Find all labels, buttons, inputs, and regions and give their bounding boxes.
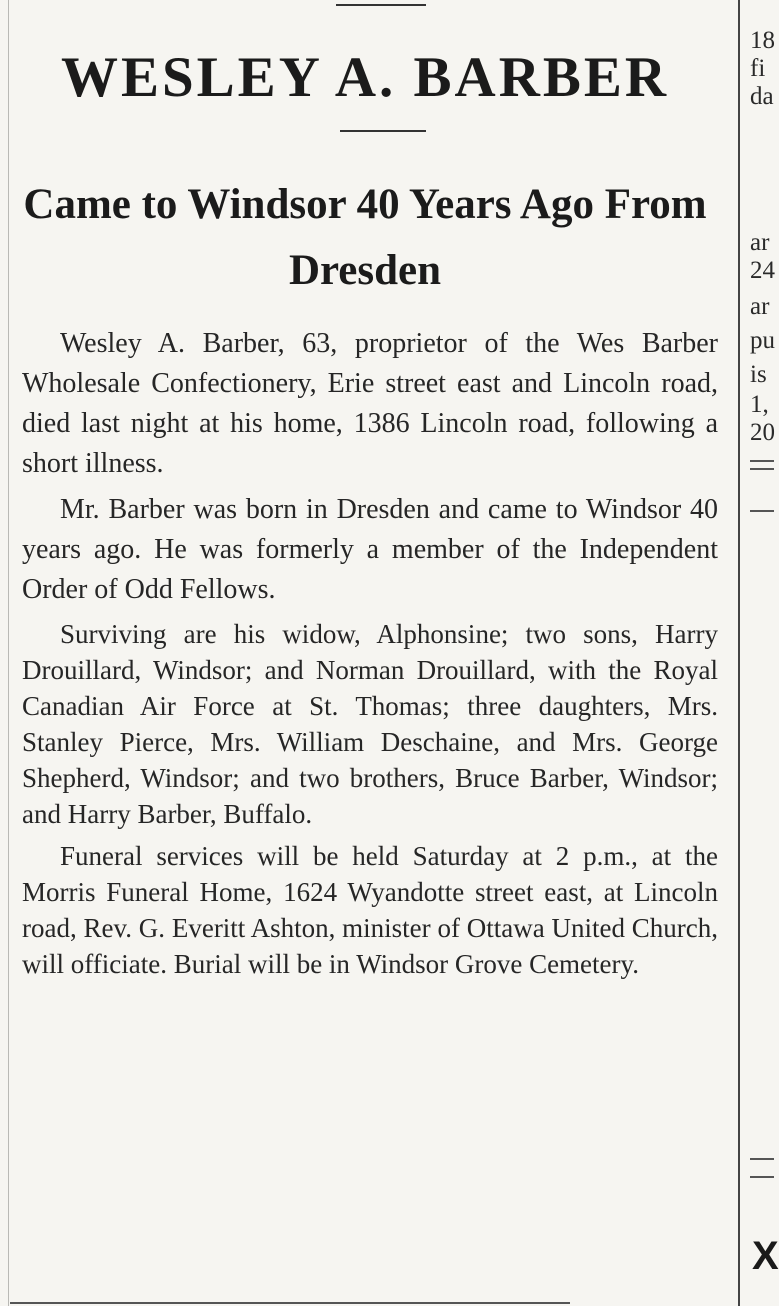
fragment-text: is [750, 361, 767, 388]
top-rule [336, 4, 426, 6]
paragraph: Wesley A. Barber, 63, proprietor of the Wes Barber Wholesale Confectionery, Erie street east and Lincoln road, died last night at his home, 1386 Lincoln road, following a short illness. [22, 328, 718, 479]
fragment-text: 20 [750, 419, 775, 446]
paragraph: Funeral services will be held Saturday at 2 p.m., at the Morris Funeral Home, 1624 Wyandotte street east, at Lincoln road, Rev. G. Everitt Ashton, minister of Ottawa United Church, will officiate. Burial will be in Windsor Grove Cemetery. [22, 841, 718, 979]
column-left-border [8, 0, 9, 1306]
fragment-rule [750, 460, 774, 462]
headline-rule [340, 130, 426, 132]
fragment-text: 18 [750, 27, 775, 54]
fragment-text: da [750, 83, 774, 110]
fragment-text: ar [750, 293, 770, 320]
article-headline: WESLEY A. BARBER [60, 46, 670, 109]
article-subheadline: Came to Windsor 40 Years Ago From Dresden [23, 181, 707, 294]
fragment-text: ar [750, 229, 770, 256]
column-divider [738, 0, 740, 1306]
paragraph: Mr. Barber was born in Dresden and came to Windsor 40 years ago. He was formerly a member of the Independent Order of Odd Fellows. [22, 494, 718, 605]
article-body [22, 324, 718, 988]
fragment-rule [750, 468, 774, 470]
fragment-rule [750, 1176, 774, 1178]
fragment-text: 1, [750, 391, 769, 418]
fragment-text: pu [750, 327, 775, 354]
bottom-rule [10, 1302, 570, 1304]
paragraph: Surviving are his widow, Alphonsine; two sons, Harry Drouillard, Windsor; and Norman Drouillard, with the Royal Canadian Air Force at St. Thomas; three daughters, Mrs. Stanley Pierce, Mrs. William Deschaine, and Mrs. George Shepherd, Windsor; and two brothers, Bruce Barber, Windsor; and Harry Barber, Buffalo. [22, 619, 718, 829]
fragment-rule [750, 510, 774, 512]
fragment-glyph: X [752, 1234, 779, 1278]
fragment-text: fi [750, 55, 766, 82]
fragment-rule [750, 1158, 774, 1160]
adjacent-column-fragment [750, 0, 779, 1306]
fragment-text: 24 [750, 257, 775, 284]
